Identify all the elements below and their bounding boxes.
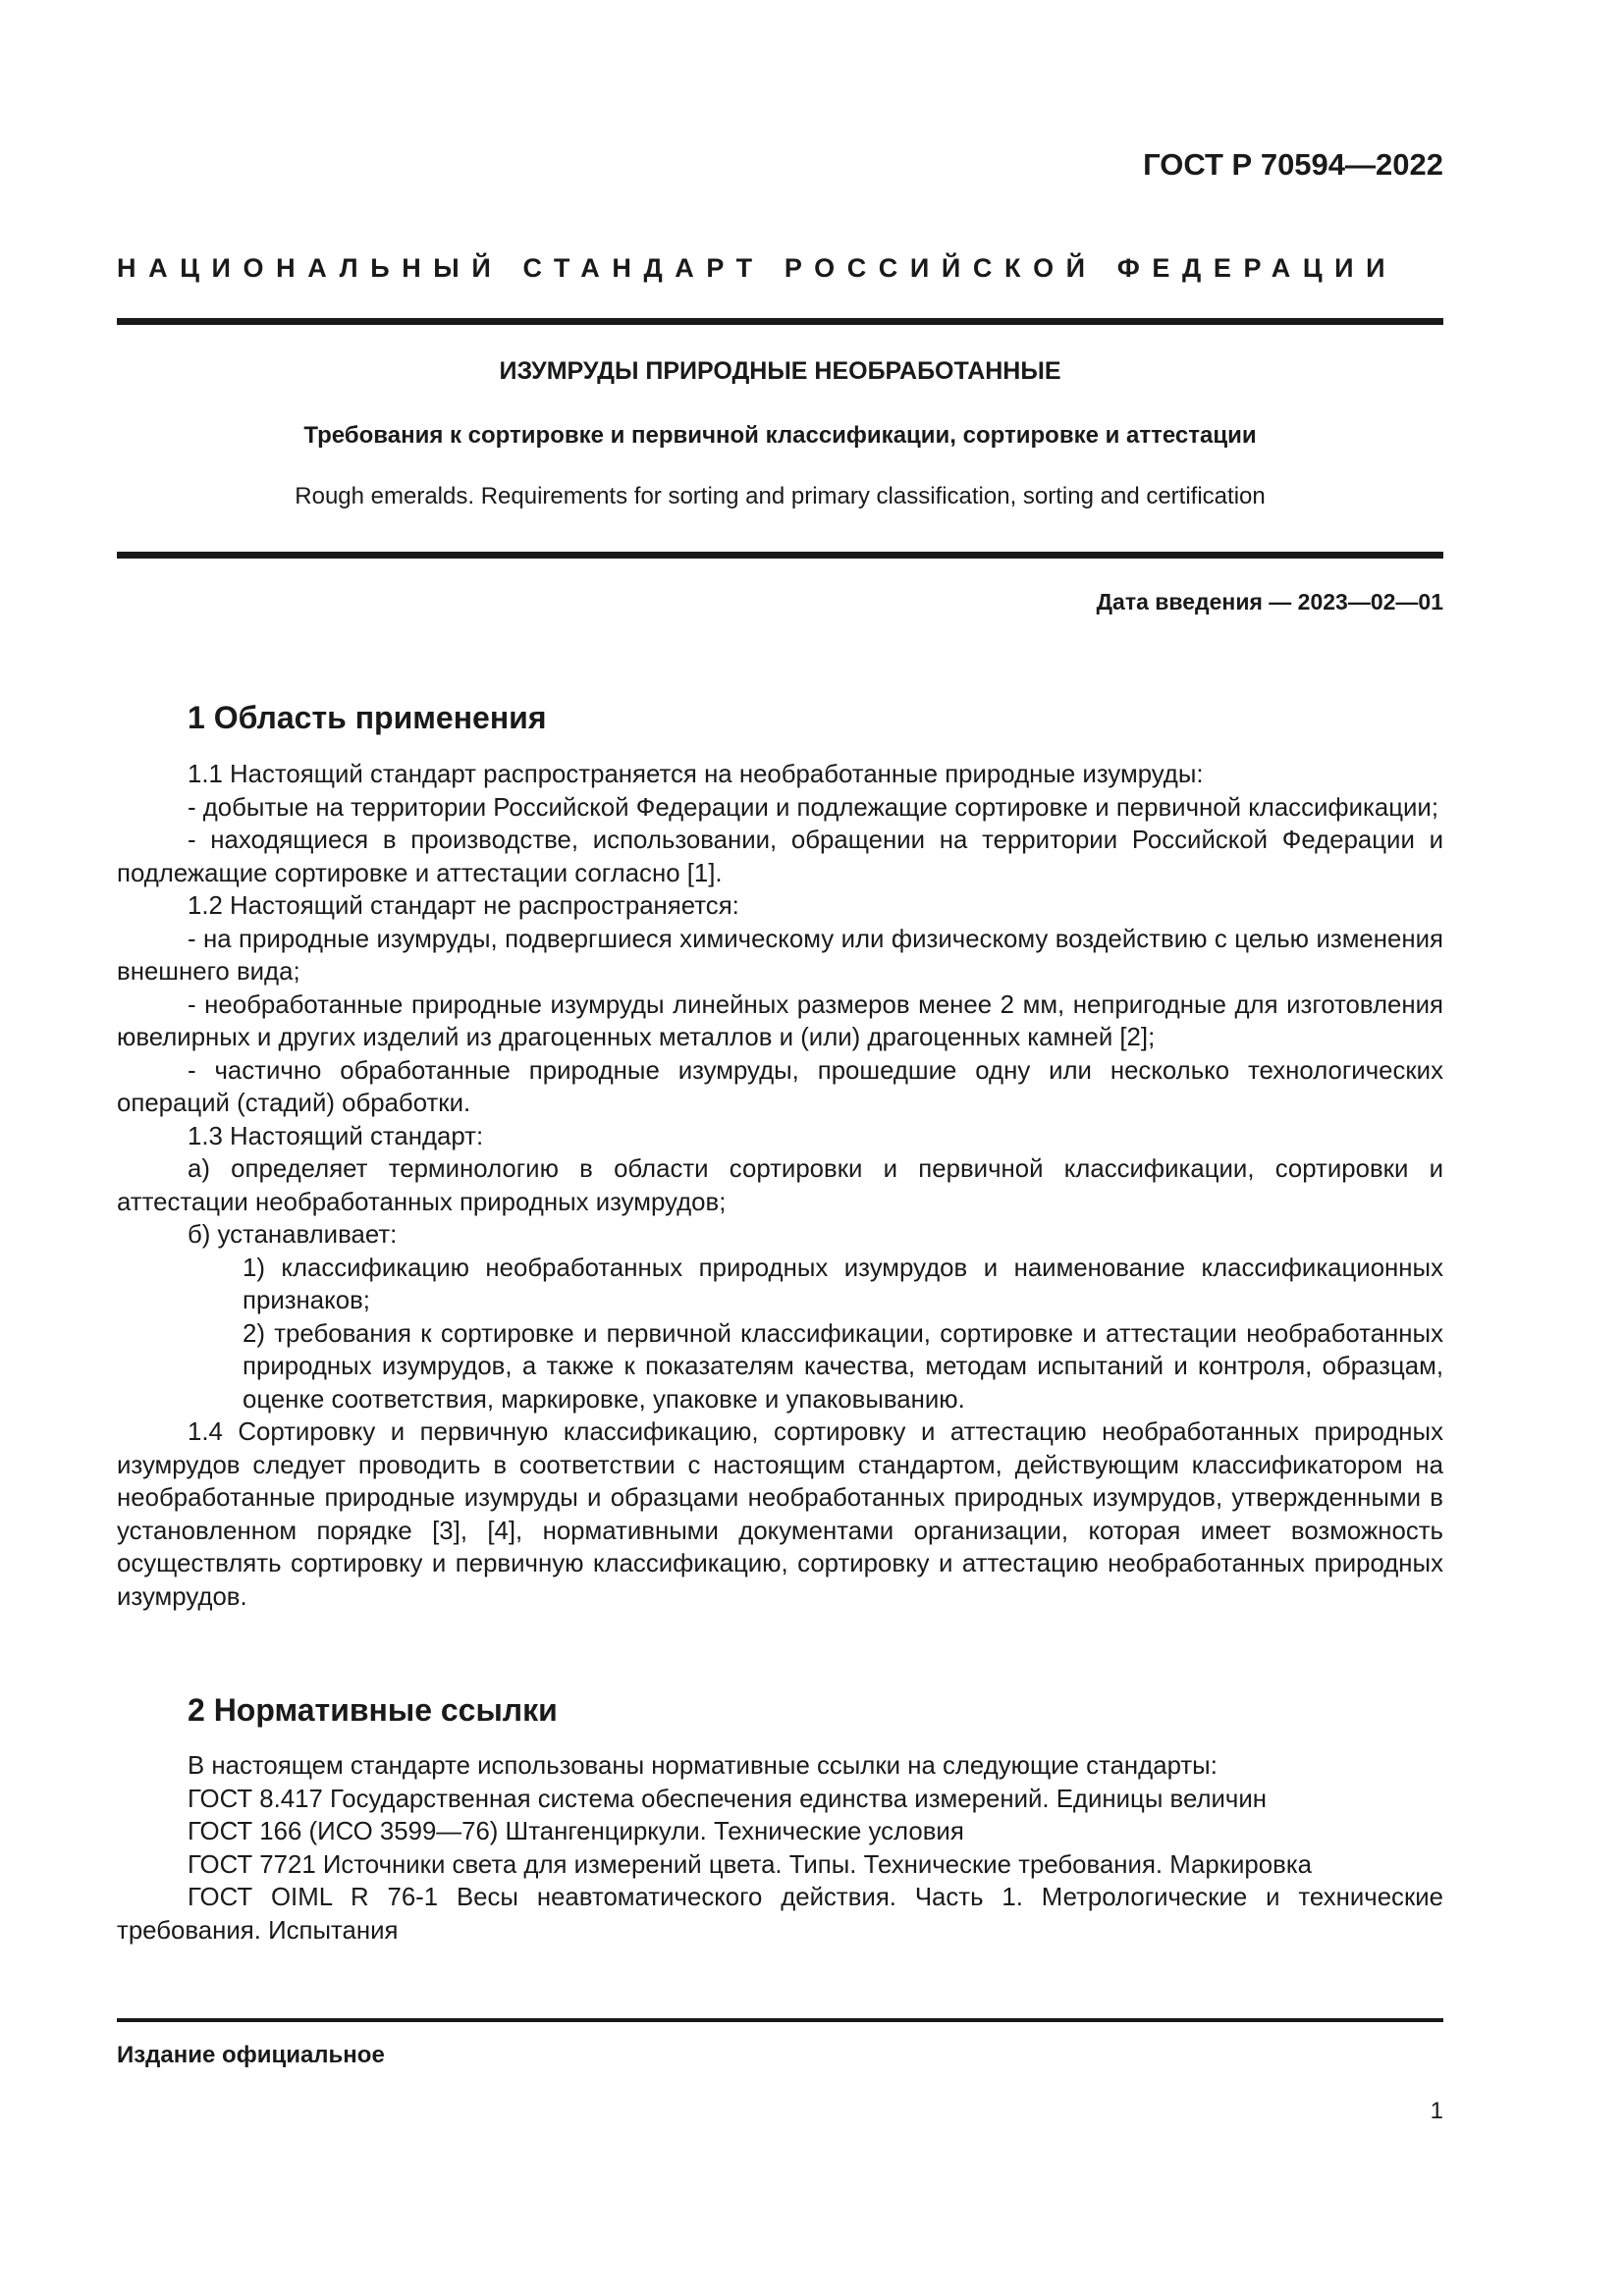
- english-title: Rough emeralds. Requirements for sorting and primary classification, sorting and certification: [295, 483, 1266, 509]
- edition-label: Издание официальное: [117, 2042, 385, 2068]
- list-item: - необработанные природные изумруды линейных размеров менее 2 мм, непригодные для изготовления ювелирных и других изделий из драгоценных металлов и (или) драгоценных камней [2];: [117, 990, 1443, 1051]
- list-item: а) определяет терминологию в области сортировки и первичной классификации, сортировки и аттестации необработанных природных изумрудов;: [117, 1155, 1443, 1216]
- effective-date: Дата введения — 2023—02—01: [1096, 589, 1443, 614]
- reference-item: ГОСТ 8.417 Государственная система обеспечения единства измерений. Единицы величин: [188, 1785, 1267, 1813]
- section-heading-scope: 1 Область применения: [188, 700, 547, 735]
- sub-list-item: 1) классификацию необработанных природных изумрудов и наименование классификационных признаков;: [243, 1254, 1443, 1314]
- reference-item: ГОСТ 7721 Источники света для измерений цвета. Типы. Технические требования. Маркировка: [188, 1850, 1313, 1879]
- section-heading-references: 2 Нормативные ссылки: [188, 1692, 558, 1728]
- document-title: ИЗУМРУДЫ ПРИРОДНЫЕ НЕОБРАБОТАННЫЕ: [499, 357, 1061, 385]
- list-item: - находящиеся в производстве, использовании, обращении на территории Российской Федерации и подлежащие сортировке и аттестации согласно [1].: [117, 827, 1443, 887]
- national-standard-banner: НАЦИОНАЛЬНЫЙ СТАНДАРТ РОССИЙСКОЙ ФЕДЕРАЦИИ: [117, 253, 1398, 283]
- list-item: - на природные изумруды, подвергшиеся химическому или физическому воздействию с целью изменения внешнего вида;: [117, 925, 1443, 986]
- reference-item: ГОСТ 166 (ИСО 3599—76) Штангенциркули. Технические условия: [188, 1818, 964, 1845]
- reference-item: ГОСТ OIML R 76-1 Весы неавтоматического действия. Часть 1. Метрологические и технические требования. Испытания: [117, 1884, 1443, 1945]
- references-intro: В настоящем стандарте использованы нормативные ссылки на следующие стандарты:: [188, 1752, 1218, 1780]
- clause-1-3: 1.3 Настоящий стандарт:: [188, 1122, 484, 1150]
- list-item: - добытые на территории Российской Федерации и подлежащие сортировке и первичной классификации;: [188, 793, 1438, 822]
- footer-divider: [117, 2018, 1443, 2022]
- sub-list-item: 2) требования к сортировке и первичной классификации, сортировке и аттестации необработанных природных изумрудов, а также к показателям качества, методам испытаний и контроля, образцам, оценке соответствия, маркировке, упаковке и упаковыванию.: [243, 1319, 1443, 1414]
- top-divider: [117, 318, 1443, 325]
- document-subtitle: Требования к сортировке и первичной классификации, сортировке и аттестации: [303, 422, 1257, 449]
- clause-1-1: 1.1 Настоящий стандарт распространяется на необработанные природные изумруды:: [188, 761, 1204, 788]
- title-divider: [117, 552, 1443, 559]
- page-number: 1: [1430, 2098, 1443, 2124]
- section-body-references: [117, 1750, 1443, 1948]
- section-body-scope: [117, 759, 1443, 1614]
- clause-1-2: 1.2 Настоящий стандарт не распространяется:: [188, 892, 739, 920]
- clause-1-4: 1.4 Сортировку и первичную классификацию, сортировку и аттестацию необработанных природных изумрудов следует проводить в соответствии с настоящим стандартом, действующим классификатором на необработанные природные изумруды и образцами необработанных природных изумрудов, утвержденными в установленном порядке [3], [4], нормативными документами организации, которая имеет возможность осуществлять сортировку и первичную классификацию, сортировку и аттестацию необработанных природных изумрудов.: [117, 1418, 1443, 1611]
- document-number: ГОСТ Р 70594—2022: [1143, 147, 1443, 182]
- list-item: б) устанавливает:: [188, 1221, 398, 1249]
- list-item: - частично обработанные природные изумруды, прошедшие одну или несколько технологических операций (стадий) обработки.: [117, 1056, 1443, 1117]
